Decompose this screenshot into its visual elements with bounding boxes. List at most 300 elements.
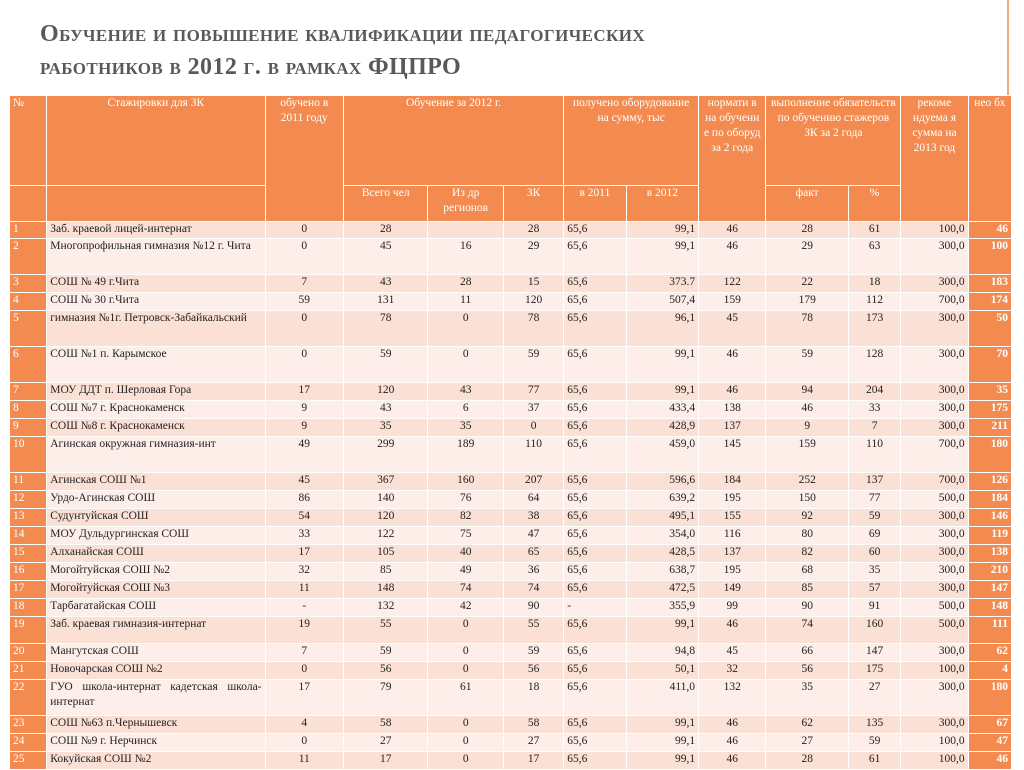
table-row — [10, 599, 1012, 617]
header-normativ: нормати в на обучени е по оборуд за 2 года — [699, 96, 766, 222]
cell-normativ: 159 — [699, 293, 766, 311]
cell-equipment-2011: 65,6 — [564, 734, 626, 752]
cell-equipment-2011: 65,6 — [564, 527, 626, 545]
cell-other-regions: 40 — [428, 545, 503, 563]
cell-needed: 47 — [968, 734, 1011, 752]
table-row — [10, 680, 1012, 716]
cell-equipment-2012: 96,1 — [626, 311, 698, 347]
cell-needed: 126 — [968, 473, 1011, 491]
cell-needed: 210 — [968, 563, 1011, 581]
cell-total-persons: 56 — [343, 662, 428, 680]
cell-equipment-2012: 428,5 — [626, 545, 698, 563]
cell-school-name: ГУО школа-интернат кадетская школа-интернат — [47, 680, 265, 716]
cell-row-number: 19 — [10, 617, 47, 644]
cell-row-number: 2 — [10, 239, 47, 275]
cell-fact: 66 — [766, 644, 848, 662]
cell-trained-2011: - — [265, 599, 343, 617]
cell-recommended-sum: 300,0 — [901, 419, 968, 437]
cell-fact: 252 — [766, 473, 848, 491]
cell-row-number: 15 — [10, 545, 47, 563]
cell-trained-2011: 59 — [265, 293, 343, 311]
cell-equipment-2012: 507,4 — [626, 293, 698, 311]
cell-row-number: 23 — [10, 716, 47, 734]
cell-percent: 128 — [848, 347, 900, 383]
cell-recommended-sum: 300,0 — [901, 716, 968, 734]
cell-fact: 82 — [766, 545, 848, 563]
cell-total-persons: 43 — [343, 275, 428, 293]
cell-zk-count: 15 — [503, 275, 563, 293]
cell-normativ: 116 — [699, 527, 766, 545]
cell-trained-2011: 7 — [265, 644, 343, 662]
cell-total-persons: 27 — [343, 734, 428, 752]
cell-school-name: Урдо-Агинская СОШ — [47, 491, 265, 509]
cell-trained-2011: 0 — [265, 347, 343, 383]
cell-other-regions: 49 — [428, 563, 503, 581]
table-row — [10, 662, 1012, 680]
cell-trained-2011: 17 — [265, 545, 343, 563]
cell-recommended-sum: 700,0 — [901, 293, 968, 311]
cell-total-persons: 105 — [343, 545, 428, 563]
header-stazh: Стажировки для ЗК — [47, 96, 265, 186]
cell-equipment-2012: 99,1 — [626, 617, 698, 644]
cell-equipment-2012: 99,1 — [626, 347, 698, 383]
slide-title — [40, 18, 980, 84]
cell-other-regions: 0 — [428, 644, 503, 662]
cell-total-persons: 43 — [343, 401, 428, 419]
header-blank-stazh — [47, 186, 265, 222]
cell-recommended-sum: 300,0 — [901, 563, 968, 581]
cell-equipment-2012: 94,8 — [626, 644, 698, 662]
cell-normativ: 184 — [699, 473, 766, 491]
cell-school-name: СОШ № 30 г.Чита — [47, 293, 265, 311]
cell-trained-2011: 45 — [265, 473, 343, 491]
cell-trained-2011: 86 — [265, 491, 343, 509]
cell-percent: 27 — [848, 680, 900, 716]
cell-recommended-sum: 100,0 — [901, 752, 968, 770]
table-body — [10, 222, 1012, 770]
cell-needed: 138 — [968, 545, 1011, 563]
cell-other-regions: 0 — [428, 752, 503, 770]
cell-school-name: Новочарская СОШ №2 — [47, 662, 265, 680]
cell-recommended-sum: 500,0 — [901, 617, 968, 644]
cell-equipment-2012: 50,1 — [626, 662, 698, 680]
cell-normativ: 195 — [699, 563, 766, 581]
cell-recommended-sum: 700,0 — [901, 437, 968, 473]
cell-school-name: Тарбагатайская СОШ — [47, 599, 265, 617]
cell-school-name: СОШ №63 п.Чернышевск — [47, 716, 265, 734]
cell-equipment-2012: 495,1 — [626, 509, 698, 527]
cell-fact: 9 — [766, 419, 848, 437]
cell-percent: 63 — [848, 239, 900, 275]
cell-trained-2011: 0 — [265, 662, 343, 680]
cell-recommended-sum: 500,0 — [901, 491, 968, 509]
cell-other-regions: 74 — [428, 581, 503, 599]
cell-trained-2011: 32 — [265, 563, 343, 581]
cell-fact: 62 — [766, 716, 848, 734]
cell-zk-count: 77 — [503, 383, 563, 401]
cell-fact: 78 — [766, 311, 848, 347]
table-row — [10, 716, 1012, 734]
cell-fact: 92 — [766, 509, 848, 527]
cell-row-number: 21 — [10, 662, 47, 680]
cell-recommended-sum: 300,0 — [901, 347, 968, 383]
cell-total-persons: 78 — [343, 311, 428, 347]
cell-fact: 159 — [766, 437, 848, 473]
cell-other-regions: 35 — [428, 419, 503, 437]
cell-needed: 70 — [968, 347, 1011, 383]
cell-needed: 50 — [968, 311, 1011, 347]
cell-needed: 46 — [968, 222, 1011, 239]
cell-needed: 119 — [968, 527, 1011, 545]
cell-total-persons: 131 — [343, 293, 428, 311]
table-row — [10, 644, 1012, 662]
cell-equipment-2011: 65,6 — [564, 617, 626, 644]
cell-recommended-sum: 300,0 — [901, 545, 968, 563]
cell-needed: 184 — [968, 491, 1011, 509]
cell-normativ: 46 — [699, 222, 766, 239]
cell-percent: 61 — [848, 222, 900, 239]
cell-zk-count: 18 — [503, 680, 563, 716]
cell-equipment-2012: 639,2 — [626, 491, 698, 509]
cell-total-persons: 299 — [343, 437, 428, 473]
cell-row-number: 25 — [10, 752, 47, 770]
cell-zk-count: 56 — [503, 662, 563, 680]
cell-zk-count: 90 — [503, 599, 563, 617]
cell-row-number: 14 — [10, 527, 47, 545]
header-v2012: в 2012 — [626, 186, 698, 222]
cell-equipment-2011: 65,6 — [564, 401, 626, 419]
cell-equipment-2012: 99,1 — [626, 716, 698, 734]
cell-total-persons: 59 — [343, 347, 428, 383]
header-fakt: факт — [766, 186, 848, 222]
cell-fact: 179 — [766, 293, 848, 311]
table-row — [10, 419, 1012, 437]
table-row — [10, 617, 1012, 644]
cell-recommended-sum: 500,0 — [901, 599, 968, 617]
cell-percent: 59 — [848, 509, 900, 527]
cell-equipment-2012: 596,6 — [626, 473, 698, 491]
cell-percent: 173 — [848, 311, 900, 347]
cell-equipment-2012: 99,1 — [626, 383, 698, 401]
cell-recommended-sum: 300,0 — [901, 527, 968, 545]
cell-school-name: Многопрофильная гимназия №12 г. Чита — [47, 239, 265, 275]
cell-trained-2011: 54 — [265, 509, 343, 527]
cell-trained-2011: 17 — [265, 383, 343, 401]
header-blank-no — [10, 186, 47, 222]
cell-zk-count: 78 — [503, 311, 563, 347]
cell-percent: 60 — [848, 545, 900, 563]
table-row — [10, 293, 1012, 311]
cell-zk-count: 59 — [503, 644, 563, 662]
cell-equipment-2011: 65,6 — [564, 752, 626, 770]
cell-equipment-2012: 459,0 — [626, 437, 698, 473]
cell-trained-2011: 11 — [265, 752, 343, 770]
table-row — [10, 437, 1012, 473]
cell-percent: 91 — [848, 599, 900, 617]
table-row — [10, 239, 1012, 275]
cell-total-persons: 120 — [343, 509, 428, 527]
cell-normativ: 32 — [699, 662, 766, 680]
cell-school-name: Агинская СОШ №1 — [47, 473, 265, 491]
cell-equipment-2011: 65,6 — [564, 239, 626, 275]
cell-recommended-sum: 700,0 — [901, 473, 968, 491]
cell-normativ: 45 — [699, 644, 766, 662]
cell-total-persons: 120 — [343, 383, 428, 401]
cell-needed: 148 — [968, 599, 1011, 617]
cell-equipment-2012: 99,1 — [626, 222, 698, 239]
cell-zk-count: 36 — [503, 563, 563, 581]
cell-needed: 4 — [968, 662, 1011, 680]
cell-fact: 94 — [766, 383, 848, 401]
cell-row-number: 20 — [10, 644, 47, 662]
cell-school-name: СОШ №8 г. Краснокаменск — [47, 419, 265, 437]
cell-equipment-2011: 65,6 — [564, 293, 626, 311]
cell-zk-count: 207 — [503, 473, 563, 491]
cell-normativ: 149 — [699, 581, 766, 599]
cell-needed: 146 — [968, 509, 1011, 527]
cell-row-number: 22 — [10, 680, 47, 716]
cell-school-name: Алханайская СОШ — [47, 545, 265, 563]
cell-fact: 28 — [766, 752, 848, 770]
cell-needed: 180 — [968, 437, 1011, 473]
cell-percent: 204 — [848, 383, 900, 401]
table-row — [10, 275, 1012, 293]
cell-equipment-2011: 65,6 — [564, 473, 626, 491]
cell-normativ: 46 — [699, 752, 766, 770]
cell-percent: 77 — [848, 491, 900, 509]
cell-zk-count: 47 — [503, 527, 563, 545]
cell-trained-2011: 17 — [265, 680, 343, 716]
cell-total-persons: 58 — [343, 716, 428, 734]
table-header — [10, 96, 1012, 222]
cell-zk-count: 27 — [503, 734, 563, 752]
cell-recommended-sum: 300,0 — [901, 581, 968, 599]
cell-percent: 112 — [848, 293, 900, 311]
cell-percent: 175 — [848, 662, 900, 680]
cell-row-number: 8 — [10, 401, 47, 419]
cell-school-name: Кокуйская СОШ №2 — [47, 752, 265, 770]
cell-recommended-sum: 100,0 — [901, 734, 968, 752]
header-vypolnenie: выполнение обязательств по обучению стажеров ЗК за 2 года — [766, 96, 901, 186]
cell-needed: 35 — [968, 383, 1011, 401]
cell-total-persons: 28 — [343, 222, 428, 239]
cell-zk-count: 65 — [503, 545, 563, 563]
cell-other-regions: 6 — [428, 401, 503, 419]
cell-row-number: 6 — [10, 347, 47, 383]
cell-row-number: 10 — [10, 437, 47, 473]
cell-equipment-2012: 99,1 — [626, 752, 698, 770]
header-vsego: Всего чел — [343, 186, 428, 222]
cell-percent: 110 — [848, 437, 900, 473]
cell-school-name: СОШ №7 г. Краснокаменск — [47, 401, 265, 419]
cell-normativ: 45 — [699, 311, 766, 347]
cell-trained-2011: 0 — [265, 311, 343, 347]
cell-other-regions: 0 — [428, 716, 503, 734]
cell-school-name: СОШ №9 г. Нерчинск — [47, 734, 265, 752]
cell-equipment-2011: 65,6 — [564, 662, 626, 680]
cell-equipment-2012: 373.7 — [626, 275, 698, 293]
cell-normativ: 46 — [699, 617, 766, 644]
cell-needed: 174 — [968, 293, 1011, 311]
cell-fact: 59 — [766, 347, 848, 383]
table-row — [10, 491, 1012, 509]
table-row — [10, 347, 1012, 383]
cell-equipment-2011: 65,6 — [564, 347, 626, 383]
cell-other-regions: 0 — [428, 662, 503, 680]
cell-trained-2011: 0 — [265, 734, 343, 752]
cell-equipment-2012: 411,0 — [626, 680, 698, 716]
cell-equipment-2012: 428,9 — [626, 419, 698, 437]
cell-school-name: Мангутская СОШ — [47, 644, 265, 662]
cell-fact: 68 — [766, 563, 848, 581]
cell-school-name: МОУ ДДТ п. Шерловая Гора — [47, 383, 265, 401]
header-obucheno-2011: обучено в 2011 году — [265, 96, 343, 222]
cell-trained-2011: 9 — [265, 419, 343, 437]
cell-other-regions: 189 — [428, 437, 503, 473]
cell-equipment-2011: 65,6 — [564, 545, 626, 563]
cell-total-persons: 132 — [343, 599, 428, 617]
header-iz-dr: Из др регионов — [428, 186, 503, 222]
cell-equipment-2012: 99,1 — [626, 239, 698, 275]
table-row — [10, 752, 1012, 770]
cell-equipment-2011: 65,6 — [564, 563, 626, 581]
cell-fact: 27 — [766, 734, 848, 752]
cell-total-persons: 55 — [343, 617, 428, 644]
cell-equipment-2012: 638,7 — [626, 563, 698, 581]
header-obuchenie-2012: Обучение за 2012 г. — [343, 96, 563, 186]
cell-school-name: МОУ Дульдургинская СОШ — [47, 527, 265, 545]
cell-row-number: 16 — [10, 563, 47, 581]
cell-total-persons: 140 — [343, 491, 428, 509]
cell-percent: 33 — [848, 401, 900, 419]
cell-total-persons: 59 — [343, 644, 428, 662]
cell-equipment-2011: 65,6 — [564, 437, 626, 473]
cell-fact: 29 — [766, 239, 848, 275]
cell-other-regions: 76 — [428, 491, 503, 509]
cell-needed: 111 — [968, 617, 1011, 644]
header-no: № — [10, 96, 47, 186]
cell-needed: 175 — [968, 401, 1011, 419]
cell-equipment-2011: 65,6 — [564, 644, 626, 662]
cell-needed: 62 — [968, 644, 1011, 662]
cell-equipment-2011: 65,6 — [564, 581, 626, 599]
header-v2011: в 2011 — [564, 186, 626, 222]
cell-recommended-sum: 300,0 — [901, 680, 968, 716]
table-row — [10, 581, 1012, 599]
cell-equipment-2011: 65,6 — [564, 680, 626, 716]
cell-fact: 22 — [766, 275, 848, 293]
cell-percent: 35 — [848, 563, 900, 581]
cell-row-number: 5 — [10, 311, 47, 347]
cell-fact: 56 — [766, 662, 848, 680]
cell-needed: 183 — [968, 275, 1011, 293]
cell-school-name: Судунтуйская СОШ — [47, 509, 265, 527]
cell-zk-count: 55 — [503, 617, 563, 644]
cell-total-persons: 35 — [343, 419, 428, 437]
cell-equipment-2012: 99,1 — [626, 734, 698, 752]
cell-row-number: 1 — [10, 222, 47, 239]
cell-other-regions: 42 — [428, 599, 503, 617]
table-row — [10, 222, 1012, 239]
cell-zk-count: 38 — [503, 509, 563, 527]
cell-row-number: 9 — [10, 419, 47, 437]
cell-zk-count: 37 — [503, 401, 563, 419]
cell-other-regions: 11 — [428, 293, 503, 311]
cell-trained-2011: 33 — [265, 527, 343, 545]
table-row — [10, 545, 1012, 563]
cell-normativ: 145 — [699, 437, 766, 473]
cell-needed: 211 — [968, 419, 1011, 437]
cell-equipment-2011: 65,6 — [564, 383, 626, 401]
cell-normativ: 132 — [699, 680, 766, 716]
cell-recommended-sum: 100,0 — [901, 662, 968, 680]
cell-equipment-2011: 65,6 — [564, 419, 626, 437]
cell-percent: 147 — [848, 644, 900, 662]
cell-normativ: 195 — [699, 491, 766, 509]
cell-school-name: Заб. краевой лицей-интернат — [47, 222, 265, 239]
cell-normativ: 46 — [699, 734, 766, 752]
cell-needed: 46 — [968, 752, 1011, 770]
decorative-frame-line — [1007, 0, 1009, 95]
title-line-2: работников в 2012 г. в рамках ФЦПРО — [40, 54, 462, 80]
cell-total-persons: 148 — [343, 581, 428, 599]
cell-percent: 7 — [848, 419, 900, 437]
table-row — [10, 311, 1012, 347]
cell-school-name: СОШ №1 п. Карымское — [47, 347, 265, 383]
cell-other-regions: 160 — [428, 473, 503, 491]
cell-trained-2011: 9 — [265, 401, 343, 419]
cell-recommended-sum: 300,0 — [901, 401, 968, 419]
table-row — [10, 401, 1012, 419]
cell-other-regions: 28 — [428, 275, 503, 293]
title-line-1: Обучение и повышение квалификации педагогических — [40, 21, 646, 47]
header-pct: % — [848, 186, 900, 222]
cell-equipment-2011: 65,6 — [564, 222, 626, 239]
cell-equipment-2012: 354,0 — [626, 527, 698, 545]
cell-row-number: 4 — [10, 293, 47, 311]
cell-needed: 180 — [968, 680, 1011, 716]
cell-percent: 137 — [848, 473, 900, 491]
cell-row-number: 24 — [10, 734, 47, 752]
qualification-table — [9, 95, 1012, 770]
cell-zk-count: 58 — [503, 716, 563, 734]
cell-row-number: 7 — [10, 383, 47, 401]
cell-total-persons: 367 — [343, 473, 428, 491]
cell-other-regions: 0 — [428, 311, 503, 347]
cell-recommended-sum: 100,0 — [901, 222, 968, 239]
cell-row-number: 17 — [10, 581, 47, 599]
cell-row-number: 11 — [10, 473, 47, 491]
cell-needed: 147 — [968, 581, 1011, 599]
cell-recommended-sum: 300,0 — [901, 509, 968, 527]
cell-normativ: 155 — [699, 509, 766, 527]
cell-recommended-sum: 300,0 — [901, 311, 968, 347]
cell-equipment-2011: - — [564, 599, 626, 617]
cell-fact: 85 — [766, 581, 848, 599]
cell-total-persons: 79 — [343, 680, 428, 716]
cell-normativ: 46 — [699, 347, 766, 383]
cell-school-name: Могойтуйская СОШ №2 — [47, 563, 265, 581]
cell-trained-2011: 49 — [265, 437, 343, 473]
header-neobh: нео бх — [968, 96, 1011, 222]
cell-row-number: 18 — [10, 599, 47, 617]
cell-equipment-2011: 65,6 — [564, 491, 626, 509]
cell-percent: 18 — [848, 275, 900, 293]
cell-fact: 35 — [766, 680, 848, 716]
cell-zk-count: 110 — [503, 437, 563, 473]
cell-trained-2011: 19 — [265, 617, 343, 644]
cell-normativ: 137 — [699, 419, 766, 437]
